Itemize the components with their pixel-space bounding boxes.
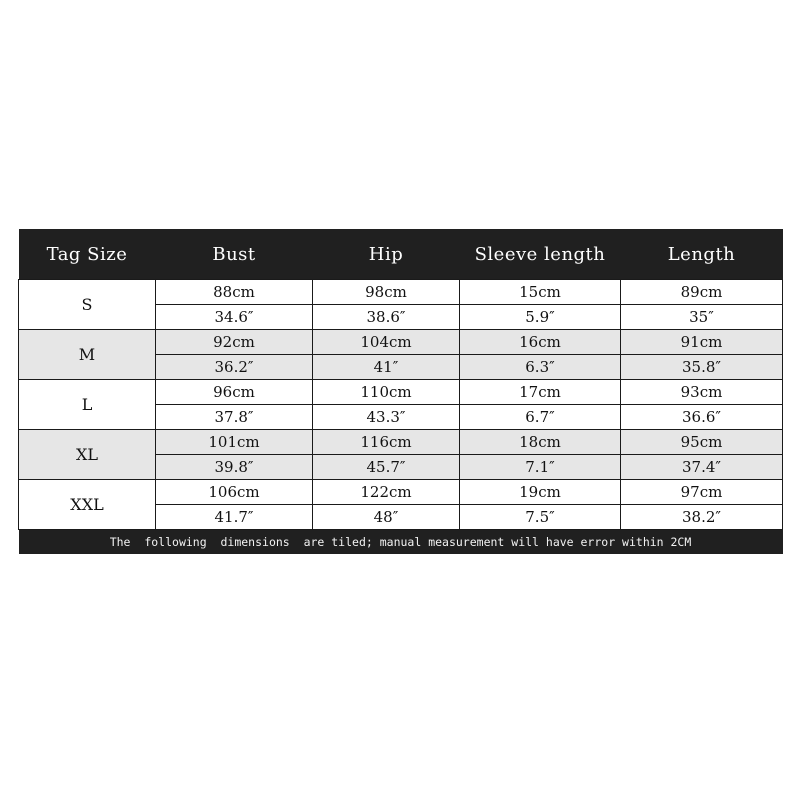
hip-inch-cell: 48″ bbox=[313, 505, 460, 530]
size-row-l-cm bbox=[19, 380, 783, 405]
size-label: XL bbox=[19, 430, 156, 480]
sleeve-length-inch-cell: 7.1″ bbox=[460, 455, 621, 480]
length-inch-cell: 38.2″ bbox=[621, 505, 783, 530]
header-tag-size: Tag Size bbox=[19, 229, 156, 280]
size-rows bbox=[19, 280, 783, 530]
sleeve-length-cm-cell: 15cm bbox=[460, 280, 621, 305]
sleeve-length-cm-cell: 18cm bbox=[460, 430, 621, 455]
hip-cm-cell: 104cm bbox=[313, 330, 460, 355]
sleeve-length-inch-cell: 6.3″ bbox=[460, 355, 621, 380]
size-chart-table bbox=[18, 229, 783, 554]
bust-inch-cell: 41.7″ bbox=[156, 505, 313, 530]
size-label: M bbox=[19, 330, 156, 380]
hip-inch-cell: 43.3″ bbox=[313, 405, 460, 430]
sleeve-length-inch-cell: 6.7″ bbox=[460, 405, 621, 430]
length-inch-cell: 35″ bbox=[621, 305, 783, 330]
size-row-xxl-cm bbox=[19, 480, 783, 505]
hip-cm-cell: 98cm bbox=[313, 280, 460, 305]
note-row bbox=[19, 530, 783, 555]
sleeve-length-cm-cell: 19cm bbox=[460, 480, 621, 505]
length-cm-cell: 97cm bbox=[621, 480, 783, 505]
length-inch-cell: 37.4″ bbox=[621, 455, 783, 480]
sleeve-length-inch-cell: 5.9″ bbox=[460, 305, 621, 330]
size-label: L bbox=[19, 380, 156, 430]
bust-cm-cell: 88cm bbox=[156, 280, 313, 305]
length-inch-cell: 35.8″ bbox=[621, 355, 783, 380]
header-row bbox=[19, 229, 783, 280]
size-row-xl-cm bbox=[19, 430, 783, 455]
size-row-s-cm bbox=[19, 280, 783, 305]
length-cm-cell: 91cm bbox=[621, 330, 783, 355]
hip-cm-cell: 110cm bbox=[313, 380, 460, 405]
size-label: S bbox=[19, 280, 156, 330]
bust-inch-cell: 34.6″ bbox=[156, 305, 313, 330]
length-cm-cell: 95cm bbox=[621, 430, 783, 455]
bust-inch-cell: 37.8″ bbox=[156, 405, 313, 430]
hip-cm-cell: 116cm bbox=[313, 430, 460, 455]
measurement-note: The following dimensions are tiled; manual measurement will have error within 2CM bbox=[19, 530, 783, 555]
header-bust: Bust bbox=[156, 229, 313, 280]
length-inch-cell: 36.6″ bbox=[621, 405, 783, 430]
bust-cm-cell: 92cm bbox=[156, 330, 313, 355]
sleeve-length-cm-cell: 17cm bbox=[460, 380, 621, 405]
header-sleeve-length: Sleeve length bbox=[460, 229, 621, 280]
bust-cm-cell: 106cm bbox=[156, 480, 313, 505]
bust-cm-cell: 96cm bbox=[156, 380, 313, 405]
size-row-m-cm bbox=[19, 330, 783, 355]
sleeve-length-inch-cell: 7.5″ bbox=[460, 505, 621, 530]
hip-inch-cell: 38.6″ bbox=[313, 305, 460, 330]
hip-inch-cell: 45.7″ bbox=[313, 455, 460, 480]
header-hip: Hip bbox=[313, 229, 460, 280]
sleeve-length-cm-cell: 16cm bbox=[460, 330, 621, 355]
length-cm-cell: 89cm bbox=[621, 280, 783, 305]
header-length: Length bbox=[621, 229, 783, 280]
bust-inch-cell: 39.8″ bbox=[156, 455, 313, 480]
length-cm-cell: 93cm bbox=[621, 380, 783, 405]
bust-inch-cell: 36.2″ bbox=[156, 355, 313, 380]
hip-inch-cell: 41″ bbox=[313, 355, 460, 380]
hip-cm-cell: 122cm bbox=[313, 480, 460, 505]
size-label: XXL bbox=[19, 480, 156, 530]
bust-cm-cell: 101cm bbox=[156, 430, 313, 455]
